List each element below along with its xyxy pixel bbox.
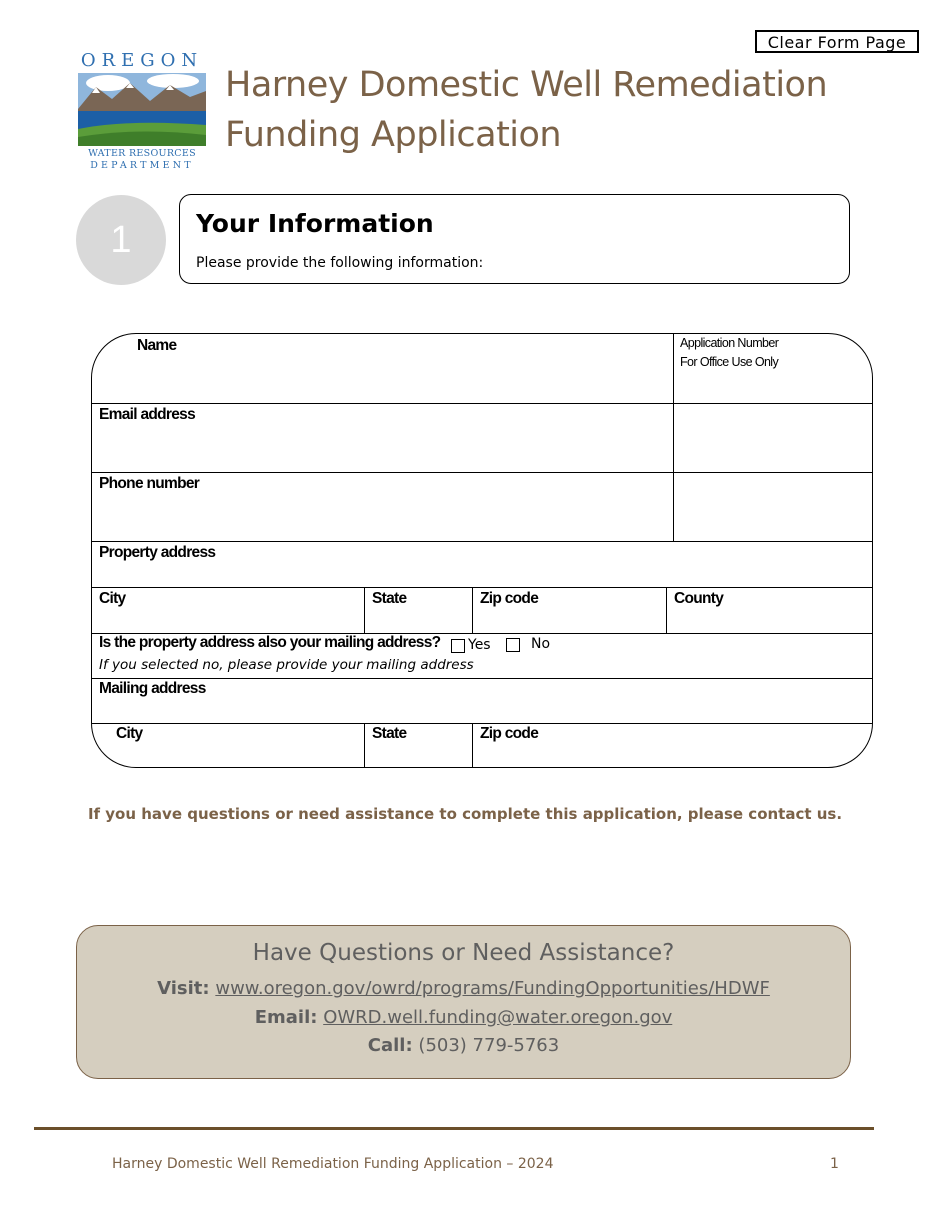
email-field[interactable] [92,404,672,472]
mailing-city-field[interactable] [92,724,364,768]
call-line [77,1035,850,1056]
property-address-label: Property address [99,544,216,561]
county-field[interactable] [667,588,873,633]
visit-label: Visit: [157,978,210,999]
section-header-box [179,194,850,284]
yes-checkbox[interactable] [451,639,465,653]
oregon-water-resources-logo [78,50,208,175]
title-line-2: Funding Application [225,115,562,155]
logo-text-line2: DEPARTMENT [90,160,194,171]
footer-divider [34,1127,874,1130]
name-label: Name [137,337,177,354]
section-heading: Your Information [196,209,434,238]
application-number-field [674,334,873,403]
email-label: Email address [99,406,196,423]
logo-wordmark: OREGON [80,50,204,71]
no-checkbox[interactable] [506,638,520,652]
name-field[interactable] [92,334,672,403]
page-title [225,60,845,160]
city-label: City [99,590,126,607]
clear-form-button[interactable]: Clear Form Page [755,30,919,53]
mailing-state-field[interactable] [365,724,472,768]
mailing-address-field[interactable] [92,679,873,723]
email-line [77,1007,850,1028]
contact-prompt: If you have questions or need assistance to complete this application, please contact us. [87,805,843,823]
no-label: No [531,636,551,652]
mailing-city-label: City [116,725,143,742]
logo-text-line1: WATER RESOURCES [88,148,196,159]
city-field[interactable] [92,588,364,633]
mailing-zip-code-field[interactable] [473,724,873,768]
title-line-1: Harney Domestic Well Remediation [225,65,828,105]
assistance-box [76,925,851,1079]
mailing-question-label: Is the property address also your mailing address? [99,634,441,651]
office-use-label: For Office Use Only [680,355,779,369]
landscape-logo-icon [78,73,206,146]
mailing-note: If you selected no, please provide your mailing address [99,657,474,673]
zip-code-field[interactable] [473,588,666,633]
visit-link[interactable]: www.oregon.gov/owrd/programs/FundingOpportunities/HDWF [215,978,770,999]
email-contact-label: Email: [254,1007,318,1028]
phone-number: (503) 779-5763 [418,1035,560,1056]
assistance-title: Have Questions or Need Assistance? [252,940,675,966]
mailing-address-label: Mailing address [99,680,206,697]
yes-label: Yes [468,637,491,653]
section-subheading: Please provide the following information: [196,255,484,271]
visit-line [77,978,850,999]
property-address-field[interactable] [92,542,873,587]
page-number: 1 [830,1156,839,1172]
applicant-information-form [91,333,873,768]
step-number-badge: 1 [76,195,166,285]
mailing-zip-code-label: Zip code [480,725,539,742]
call-label: Call: [367,1035,413,1056]
state-label: State [372,590,407,607]
mailing-state-label: State [372,725,407,742]
zip-code-label: Zip code [480,590,539,607]
footer-text: Harney Domestic Well Remediation Funding Application – 2024 [112,1156,554,1172]
phone-label: Phone number [99,475,200,492]
application-number-label: Application Number [680,336,779,350]
state-field[interactable] [365,588,472,633]
county-label: County [674,590,724,607]
phone-field[interactable] [92,473,672,541]
email-link[interactable]: OWRD.well.funding@water.oregon.gov [323,1007,673,1028]
